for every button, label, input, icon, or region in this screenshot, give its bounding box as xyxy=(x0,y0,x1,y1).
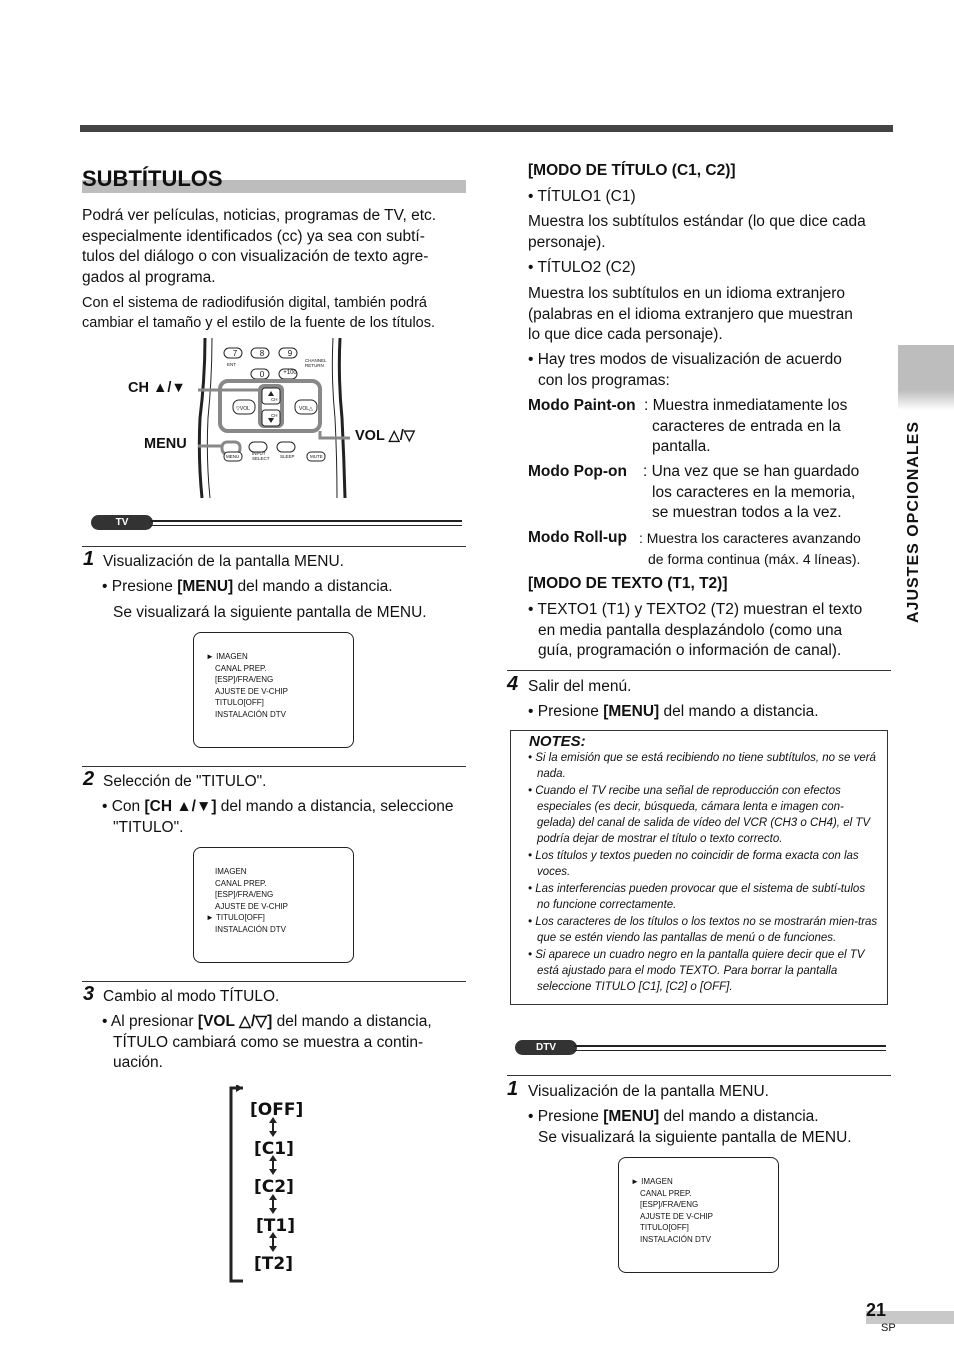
key-0: 0 xyxy=(259,370,265,379)
title1-label: • TÍTULO1 (C1) xyxy=(528,188,636,205)
step-note: TÍTULO cambiará como se muestra a contin- xyxy=(113,1034,424,1051)
input-select-label: INPUT SELECT xyxy=(252,451,270,461)
page-language: SP xyxy=(881,1322,896,1334)
step-bullet: • Presione [MENU] del mando a distancia. xyxy=(528,703,819,720)
menu-item: IMAGEN xyxy=(215,867,247,876)
step1-divider xyxy=(82,546,466,547)
menu-item: CANAL PREP. xyxy=(215,663,267,673)
note-item: • Las interferencias pueden provocar que el sistema de subtí-tulos no funcione correctamente. xyxy=(528,883,866,911)
step-bullet: • Presione [MENU] del mando a distancia. xyxy=(102,578,393,595)
menu-key-label: MENU xyxy=(226,454,240,459)
menu-item: CANAL PREP. xyxy=(215,878,267,888)
menu-screen-2 xyxy=(193,847,354,963)
key-9: 9 xyxy=(287,349,293,358)
title2-desc: Muestra los subtítulos en un idioma extranjero (palabras en el idioma extranjero que muestran lo que dice cada personaje). xyxy=(528,285,853,343)
step-number: 1 xyxy=(83,548,95,570)
side-tab-block xyxy=(898,345,954,390)
step-title: Cambio al modo TÍTULO. xyxy=(103,988,280,1005)
menu-item: INSTALACIÓN DTV xyxy=(215,709,286,719)
step-title: Visualización de la pantalla MENU. xyxy=(103,553,344,570)
dtv-step1-divider xyxy=(507,1075,891,1076)
note-item: • Cuando el TV recibe una señal de reproducción con efectos especiales (es decir, búsqueda, cámara lenta e imagen con-gelada) del canal de salida de vídeo del VCR (CH3 o CH4), el TV podría dejar de mostrar el título o texto correcto. xyxy=(528,785,871,845)
pop-on-label: Modo Pop-on xyxy=(528,463,627,480)
dtv-section-rule xyxy=(574,1045,886,1051)
step-note: Se visualizará la siguiente pantalla de MENU. xyxy=(538,1129,852,1146)
tv-section-tag: TV xyxy=(91,515,153,530)
ch-callout: CH ▲/▼ xyxy=(128,380,186,396)
ch-down-label: CH xyxy=(271,413,278,418)
title2-label: • TÍTULO2 (C2) xyxy=(528,259,636,276)
page-title: SUBTÍTULOS xyxy=(82,166,223,191)
text-mode-heading: [MODO DE TEXTO (T1, T2)] xyxy=(528,575,728,592)
menu-screen-dtv xyxy=(618,1157,779,1273)
paint-on-label: Modo Paint-on xyxy=(528,397,636,414)
menu-screen-1 xyxy=(193,632,354,748)
notes-title: NOTES: xyxy=(529,733,586,750)
notes-box xyxy=(510,730,888,1005)
step-title: Salir del menú. xyxy=(528,678,632,695)
roll-up-desc: : Muestra los caracteres avanzando de forma continua (máx. 4 líneas). xyxy=(639,530,861,567)
note-item: • Si la emisión que se está recibiendo no tiene subtítulos, no se verá nada. xyxy=(528,752,876,780)
menu-item: TITULO[OFF] xyxy=(215,698,264,707)
menu-item: TITULO[OFF] xyxy=(640,1223,689,1232)
sleep-label: SLEEP xyxy=(280,454,295,459)
tv-section-rule xyxy=(150,520,462,526)
pop-on-desc: : Una vez que se han guardado los caracteres en la memoria, se muestran todos a la vez. xyxy=(643,463,860,521)
step3-divider xyxy=(82,981,466,982)
step-title: Visualización de la pantalla MENU. xyxy=(528,1083,769,1100)
menu-item: [ESP]/FRA/ENG xyxy=(215,890,274,899)
title1-desc: Muestra los subtítulos estándar (lo que dice cada personaje). xyxy=(528,213,866,251)
side-tab-label: AJUSTES OPCIONALES xyxy=(905,420,922,623)
cycle-t1: [T1] xyxy=(256,1216,295,1236)
caption-mode-heading: [MODO DE TÍTULO (C1, C2)] xyxy=(528,162,736,179)
menu-item: CANAL PREP. xyxy=(640,1188,692,1198)
step-bullet: • Con [CH ▲/▼] del mando a distancia, seleccione xyxy=(102,798,454,815)
step4-divider xyxy=(507,670,891,671)
text-mode-desc: • TEXTO1 (T1) y TEXTO2 (T2) muestran el texto en media pantalla desplazándolo (como una guía, programación o información de canal). xyxy=(528,601,863,659)
channel-return-label: CHANNEL RETURN xyxy=(305,358,327,368)
step-note: "TITULO". xyxy=(113,819,184,836)
menu-item: AJUSTE DE V-CHIP xyxy=(640,1211,713,1221)
roll-up-label: Modo Roll-up xyxy=(528,529,627,546)
menu-item: ► TITULO[OFF] xyxy=(206,913,265,922)
cycle-c1: [C1] xyxy=(254,1139,294,1159)
menu-item: [ESP]/FRA/ENG xyxy=(640,1200,699,1209)
intro-paragraph-2: Con el sistema de radiodifusión digital, también podrá cambiar el tamaño y el estilo de la fuente de los títulos. xyxy=(82,295,436,331)
key-ent-label: ENT xyxy=(227,362,236,367)
step-number: 1 xyxy=(507,1078,519,1100)
step-number: 2 xyxy=(83,768,95,790)
step2-divider xyxy=(82,766,466,767)
dtv-section-tag: DTV xyxy=(515,1040,577,1055)
top-rule xyxy=(80,125,893,132)
paint-on-desc: : Muestra inmediatamente los caracteres de entrada en la pantalla. xyxy=(644,397,848,455)
cycle-c2: [C2] xyxy=(254,1177,294,1197)
menu-item: ► IMAGEN xyxy=(631,1177,673,1186)
note-item: • Si aparece un cuadro negro en la pantalla quiere decir que el TV está ajustado para el modo TEXTO. Para borrar la pantalla seleccione TITULO [C1], [C2] o [OFF]. xyxy=(528,949,865,993)
step-note: uación. xyxy=(113,1054,163,1071)
step-bullet: • Presione [MENU] del mando a distancia. xyxy=(528,1108,819,1125)
menu-item: AJUSTE DE V-CHIP xyxy=(215,686,288,696)
cycle-t2: [T2] xyxy=(254,1254,293,1274)
key-7: 7 xyxy=(232,349,238,358)
vol-down-label: ▽VOL xyxy=(236,406,250,412)
key-plus100: +100 xyxy=(283,370,297,376)
modes-intro: • Hay tres modos de visualización de acuerdo con los programas: xyxy=(528,351,842,389)
vol-callout: VOL △/▽ xyxy=(355,428,415,444)
step-bullet: • Al presionar [VOL △/▽] del mando a distancia, xyxy=(102,1013,432,1030)
key-8: 8 xyxy=(259,349,265,358)
menu-item: AJUSTE DE V-CHIP xyxy=(215,901,288,911)
vol-up-label: VOL△ xyxy=(299,406,313,412)
menu-item: ► IMAGEN xyxy=(206,652,248,661)
menu-item: INSTALACIÓN DTV xyxy=(215,924,286,934)
menu-item: [ESP]/FRA/ENG xyxy=(215,675,274,684)
cycle-off: [OFF] xyxy=(250,1100,304,1120)
step-note: Se visualizará la siguiente pantalla de MENU. xyxy=(113,604,427,621)
step-number: 4 xyxy=(507,673,519,695)
remote-illustration xyxy=(190,338,370,502)
page-number: 21 xyxy=(866,1300,887,1320)
step-title: Selección de "TITULO". xyxy=(103,773,267,790)
note-item: • Los caracteres de los títulos o los textos no se mostrarán mien-tras que se estén viendo las pantallas de menú o de funciones. xyxy=(528,916,878,944)
menu-item: INSTALACIÓN DTV xyxy=(640,1234,711,1244)
note-item: • Los títulos y textos pueden no coincidir de forma exacta con las voces. xyxy=(528,850,859,878)
intro-paragraph: Podrá ver películas, noticias, programas de TV, etc. especialmente identificados (cc) ya sea con subtí- tulos del diálogo o con visualización de texto agre- gados al programa. xyxy=(82,207,437,286)
mute-label: MUTE xyxy=(310,454,323,459)
menu-callout: MENU xyxy=(144,436,187,452)
step-number: 3 xyxy=(83,983,95,1005)
ch-up-label: CH xyxy=(271,397,278,402)
